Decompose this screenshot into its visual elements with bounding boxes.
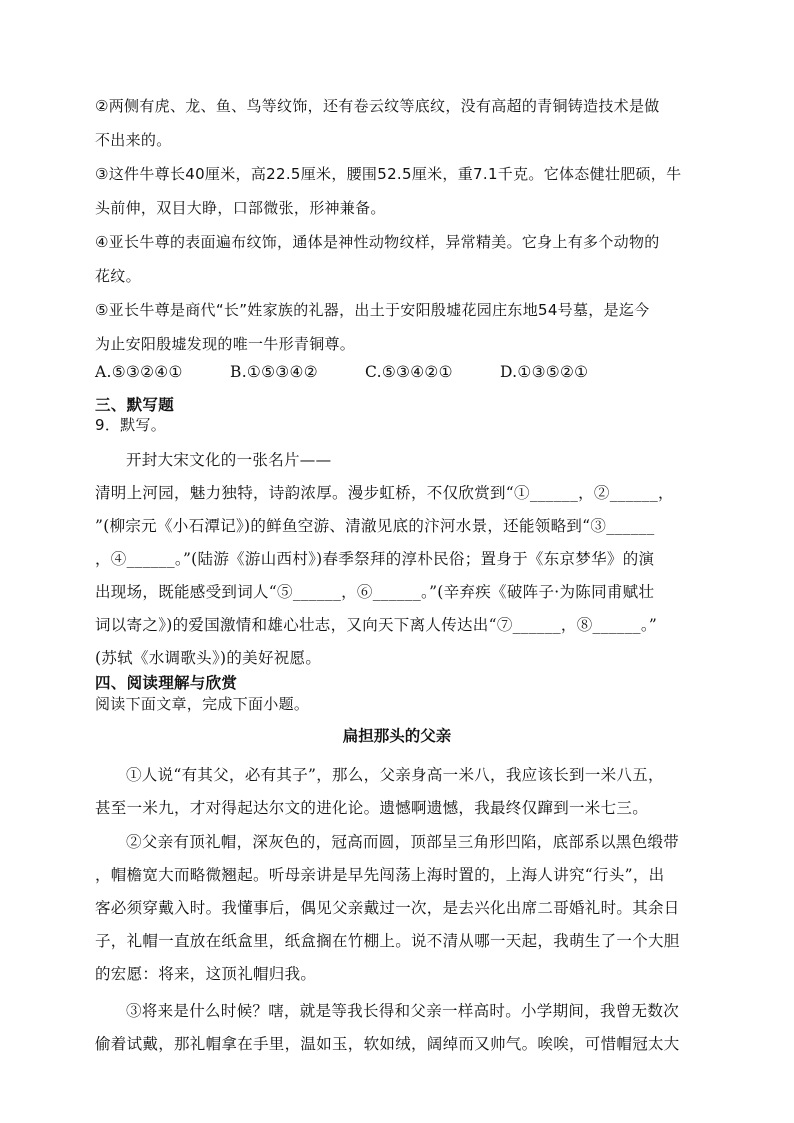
- dictation-line-5: 出现场，既能感受到词人“⑤______，⑥______。”(辛弃疾《破阵子·为陈同甫赋壮: [95, 583, 655, 601]
- sorting-line-6: 花纹。: [95, 267, 141, 285]
- sorting-line-3: ③这件牛尊长40厘米，高22.5厘米，腰围52.5厘米，重7.1千克。它体态健壮肥硕，牛: [95, 165, 682, 183]
- dictation-line-7: (苏轼《水调歌头》)的美好祝愿。: [95, 649, 322, 667]
- article-line-4: ，帽檐宽大而略微翘起。听母亲讲是早先闯荡上海时置的，上海人讲究“行头”，出: [95, 866, 665, 884]
- sorting-line-8: 为止安阳殷墟发现的唯一牛形青铜尊。: [95, 335, 356, 353]
- article-line-3: ②父亲有顶礼帽，深灰色的，冠高而圆，顶部呈三角形凹陷，底部系以黑色缎带: [126, 833, 680, 851]
- section-3-heading: 三、默写题: [95, 396, 175, 414]
- sorting-line-5: ④亚长牛尊的表面遍布纹饰，通体是神性动物纹样，异常精美。它身上有多个动物的: [95, 233, 660, 251]
- dictation-line-2: 清明上河园，魅力独特，诗韵浓厚。漫步虹桥，不仅欣赏到“①______，②______，: [95, 484, 674, 502]
- option-c[interactable]: C.⑤③④②①: [365, 363, 453, 381]
- article-line-8: ③将来是什么时候？嗐，就是等我长得和父亲一样高时。小学期间，我曾无数次: [126, 1002, 680, 1020]
- option-b[interactable]: B.①⑤③④②: [230, 363, 318, 381]
- answer-options: [95, 355, 700, 389]
- dictation-line-3: ”(柳宗元《小石潭记》)的鲜鱼空游、清澈见底的汴河水景，还能领略到“③______: [95, 517, 655, 535]
- section-4-heading: 四、阅读理解与欣赏: [95, 674, 238, 692]
- dictation-line-6: 词以寄之》)的爱国激情和雄心壮志，又向天下离人传达出“⑦______，⑧______。”: [95, 616, 658, 634]
- sorting-line-2: 不出来的。: [95, 131, 172, 149]
- article-line-5: 客必须穿戴入时。我懂事后，偶见父亲戴过一次，是去兴化出席二哥婚礼时。其余日: [95, 899, 680, 917]
- option-a[interactable]: A.⑤③②④①: [95, 363, 183, 381]
- sorting-line-7: ⑤亚长牛尊是商代“长”姓家族的礼器，出土于安阳殷墟花园庄东地54号墓，是迄今: [95, 301, 650, 319]
- reading-instruction: 阅读下面文章，完成下面小题。: [95, 695, 310, 713]
- dictation-line-4: ，④______。”(陆游《游山西村》)春季祭拜的淳朴民俗；置身于《东京梦华》的演: [95, 550, 655, 568]
- question-9: 9．默写。: [95, 416, 167, 434]
- sorting-line-4: 头前伸，双目大睁，口部微张，形神兼备。: [95, 199, 386, 217]
- article-title: 扁担那头的父亲: [342, 726, 452, 745]
- article-line-7: 的宏愿：将来，这顶礼帽归我。: [95, 965, 317, 983]
- dictation-line-1: 开封大宋文化的一张名片——: [126, 451, 332, 469]
- option-d[interactable]: D.①③⑤②①: [500, 363, 589, 381]
- article-line-1: ①人说“有其父，必有其子”，那么，父亲身高一米八，我应该长到一米八五，: [126, 766, 664, 784]
- article-line-9: 偷着试戴，那礼帽拿在手里，温如玉，软如绒，阔绰而又帅气。唉唉，可惜帽冠太大: [95, 1035, 680, 1053]
- article-line-6: 子，礼帽一直放在纸盒里，纸盒搁在竹棚上。说不清从哪一天起，我萌生了一个大胆: [95, 932, 680, 950]
- article-line-2: 甚至一米九，才对得起达尔文的进化论。遗憾啊遗憾，我最终仅蹿到一米七三。: [95, 799, 649, 817]
- sorting-line-1: ②两侧有虎、龙、鱼、鸟等纹饰，还有卷云纹等底纹，没有高超的青铜铸造技术是做: [95, 97, 660, 115]
